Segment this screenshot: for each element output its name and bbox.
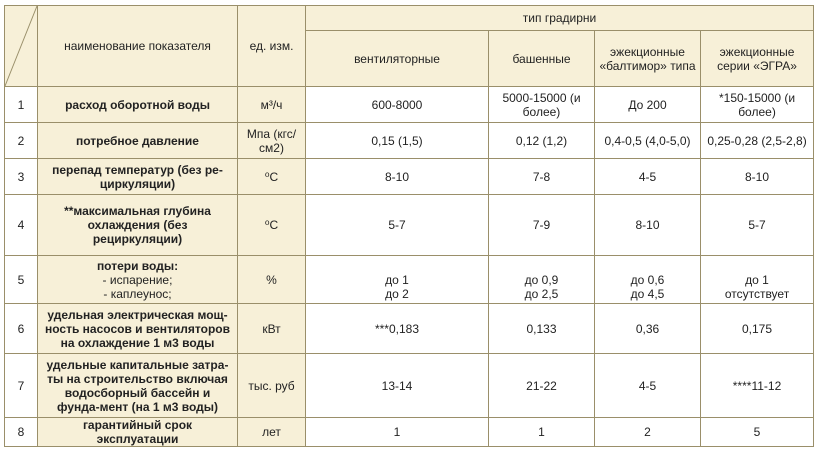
row-value: 2 [595,418,701,447]
row-value: 21-22 [489,354,595,418]
header-param-name: наименование показателя [38,6,238,87]
row-param [38,256,238,304]
row-value [489,256,595,304]
row-param: потребное давление [38,123,238,159]
row-value: ***0,183 [306,304,489,354]
row-unit: кВт [238,304,306,354]
row-value [306,256,489,304]
table-row [5,304,814,354]
row-unit: ⁰С [238,159,306,195]
row-value: 5000-15000 (и более) [489,87,595,123]
value-line: до 0,6 [630,272,665,287]
row-param: перепад температур (без ре-циркуляции) [38,159,238,195]
row-number: 2 [5,123,38,159]
row-value: *150-15000 (и более) [701,87,814,123]
row-number: 5 [5,256,38,304]
row-unit: тыс. руб [238,354,306,418]
row-param: удельные капитальные затра-ты на строительство включая водосборный бассейн и фунда-мент (на 1 м3 воды) [38,354,238,418]
value-line: до 4,5 [630,286,665,301]
value-line: до 2,5 [524,286,559,301]
value-line: до 1 [745,272,769,287]
row-value: До 200 [595,87,701,123]
table-row [5,418,814,447]
row-param: гарантийный срок эксплуатации [38,418,238,447]
row-param-sub: - каплеунос; [103,286,172,301]
row-value: 8-10 [595,195,701,256]
row-value: 0,25-0,28 (2,5-2,8) [701,123,814,159]
row-value: 1 [489,418,595,447]
row-value: 600-8000 [306,87,489,123]
header-type: эжекционные серии «ЭГРА» [701,31,814,87]
row-number: 6 [5,304,38,354]
value-line: до 2 [385,286,409,301]
table-row [5,256,814,304]
row-param: удельная электрическая мощ-ность насосов и вентиляторов на охлаждение 1 м3 воды [38,304,238,354]
row-param: **максимальная глубина охлаждения (без рециркуляции) [38,195,238,256]
row-value: 0,175 [701,304,814,354]
value-line: до 0,9 [524,272,559,287]
row-unit: м³/ч [238,87,306,123]
header-type: эжекционные «балтимор» типа [595,31,701,87]
row-value: 5-7 [306,195,489,256]
row-param-title: потери воды: [96,258,179,273]
row-value: 8-10 [701,159,814,195]
row-value: ****11-12 [701,354,814,418]
row-value: 0,133 [489,304,595,354]
row-value: 1 [306,418,489,447]
header-diagonal-cell [5,6,38,87]
header-group: тип градирни [306,6,814,31]
row-unit: % [238,256,306,304]
row-value: 5 [701,418,814,447]
row-number: 7 [5,354,38,418]
header-type: башенные [489,31,595,87]
row-unit: Мпа (кгс/см2) [238,123,306,159]
header-unit: ед. изм. [238,6,306,87]
row-number: 1 [5,87,38,123]
row-param: расход оборотной воды [38,87,238,123]
row-number: 8 [5,418,38,447]
row-value: 0,4-0,5 (4,0-5,0) [595,123,701,159]
row-number: 4 [5,195,38,256]
row-value: 0,15 (1,5) [306,123,489,159]
value-line: отсутствует [724,286,790,301]
row-value: 4-5 [595,159,701,195]
row-value: 0,36 [595,304,701,354]
row-value: 7-9 [489,195,595,256]
table-row [5,159,814,195]
table-row [5,87,814,123]
header-type: вентиляторные [306,31,489,87]
table-row [5,195,814,256]
row-value: 5-7 [701,195,814,256]
value-line: до 1 [385,272,409,287]
row-param-sub: - испарение; [102,272,173,287]
row-value: 13-14 [306,354,489,418]
diagonal-line [5,6,37,86]
cooling-tower-table [4,5,814,447]
row-number: 3 [5,159,38,195]
row-value: 7-8 [489,159,595,195]
row-unit: лет [238,418,306,447]
row-unit: ⁰С [238,195,306,256]
row-value [595,256,701,304]
row-value: 0,12 (1,2) [489,123,595,159]
row-value [701,256,814,304]
row-value: 8-10 [306,159,489,195]
table-row [5,123,814,159]
table-row [5,354,814,418]
row-value: 4-5 [595,354,701,418]
